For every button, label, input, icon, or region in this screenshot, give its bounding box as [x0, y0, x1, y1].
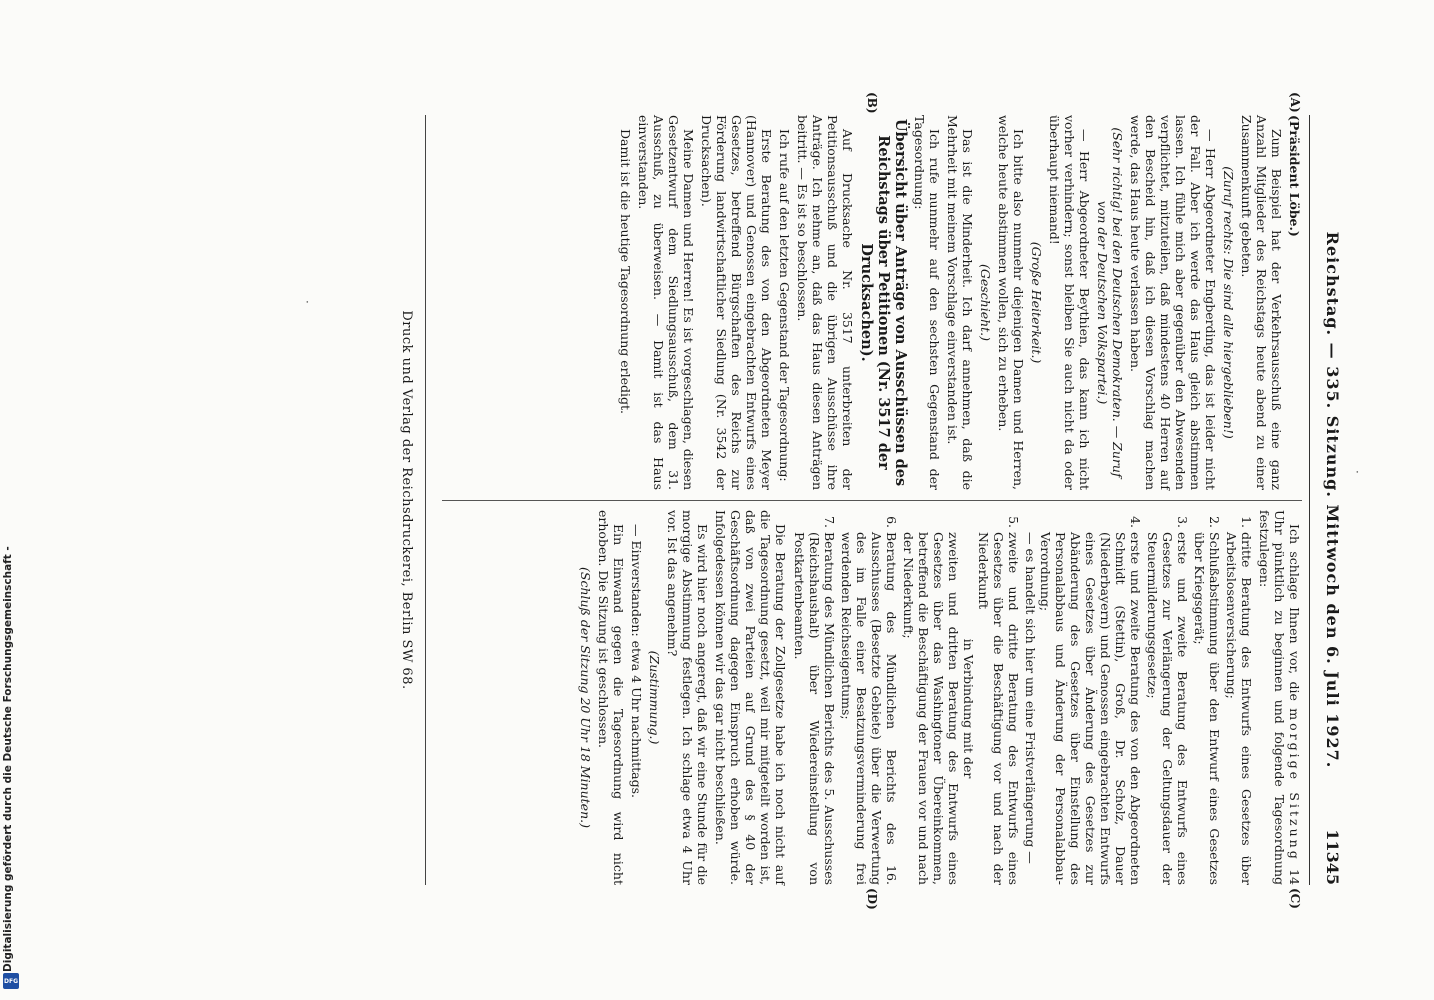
paragraph: Zum Beispiel hat der Verkehrsausschuß eine ganz Anzahl Mitglieder des Reichstags heute abend zu einer Zusammenkunft gebeten. — [1239, 115, 1284, 490]
margin-mark-c: (C) — [1288, 888, 1302, 909]
page-header — [1314, 115, 1342, 885]
paragraph: Ich rufe nunmehr auf den sechsten Gegenstand der Tagesordnung: — [912, 115, 942, 490]
agenda-item: 6. Beratung des Mündlichen Berichts des 16. Ausschusses (Besetzte Gebiete) über die Verwertung des im Falle einer Besatzungsverminderung frei werdenden Reichseigentums; — [839, 532, 899, 885]
paragraph: Ich bitte also nunmehr diejenigen Damen und Herren, welche heute abstimmen wollen, sich zu erheben. — [996, 115, 1026, 490]
interjection: (Große Heiterkeit.) — [1029, 241, 1044, 364]
stray-mark: · — [300, 300, 314, 304]
digitization-note — [0, 0, 22, 1000]
digitization-text: Digitalisierung gefördert durch die Deutsche Forschungsgemeinschaft - — [2, 546, 14, 972]
stray-mark: · — [1350, 470, 1364, 474]
header-rule — [1309, 115, 1310, 885]
paragraph: Das ist die Minderheit. Ich darf annehmen, daß die Mehrheit mit meinem Vorschlage einverstanden ist. — [945, 115, 975, 490]
speaker-label: (Präsident Löbe.) — [1287, 115, 1302, 237]
margin-mark-b: (B) — [865, 92, 879, 114]
margin-mark-d: (D) — [865, 888, 879, 910]
agenda-item — [1023, 532, 1143, 885]
dfg-logo: DFG — [3, 973, 19, 989]
agenda-item-text: erste und zweite Beratung des von den Abgeordneten Schmidt (Stettin), Groß, Dr. Scholz, Dauer (Niederbayern) und Genossen eingebrachten Entwurfs eines Gesetzes über Änderung des Gesetzes zur Abänderung des Gesetzes über Einstellung des Personalabbaus und Änderung der Personalabbau-Verordnung; — [1038, 532, 1143, 885]
paragraph: Meine Damen und Herren! Es ist vorgeschlagen, diesen Gesetzentwurf dem Siedlungsausschuß, dem 31. Ausschuß, zu überweisen. — Damit ist das Haus einverstanden. — [636, 115, 696, 490]
intro-text: Ich schlage Ihnen vor, die — [1287, 524, 1302, 709]
paragraph: Auf Drucksache Nr. 3517 unterbreiten der Petitionsausschuß und die übrigen Ausschüsse ihre Anträge. Ich nehme an, daß das Haus diesen Anträgen beitritt. — Es ist so beschlossen. — [795, 115, 855, 490]
in-verbindung: in Verbindung mit der — [961, 638, 976, 779]
intro-text: 14 Uhr pünktlich zu beginnen und folgende Tagesordnung festzulegen: — [1257, 510, 1302, 886]
paragraph: — Herr Abgeordneter Engberding, das ist leider nicht der Fall. Aber ich werde das Haus gleich abstimmen lassen. Ich fühle mich aber gegenüber den Abwesenden verpflichtet, mitzuteilen, daß mindestens 40 Herren auf den Bescheid hin, daß ich diesen Vorschlag machen werde, das Haus heute verlassen haben. — [1128, 115, 1218, 490]
right-column — [575, 510, 1302, 885]
paragraph: — Herr Abgeordneter Beythien, das kann ich nicht vorher verhindern; sonst bleiben Sie auch nicht da oder überhaupt niemand! — [1047, 115, 1092, 490]
agenda-list — [792, 510, 1254, 885]
agenda-item-title: Übersicht über Anträge von Ausschüssen des Reichstags über Petitionen (Nr. 3517 der Drucksachen). — [858, 118, 909, 487]
agenda-item-text: zweite und dritte Beratung des Entwurfs eines Gesetzes über die Beschäftigung vor und nach der Niederkunft — [976, 532, 1021, 885]
paragraph: Damit ist die heutige Tagesordnung erledigt. — [618, 129, 633, 415]
agenda-item-title: Erste Beratung des von den Abgeordneten Meyer (Hannover) und Genossen eingebrachten Entwurfs eines Gesetzes, betreffend Bürgschaften des Reichs zur Förderung landwirtschaftlicher Siedlung (Nr. 3542 der Drucksachen). — [699, 115, 774, 490]
agenda-item-text: zweiten und dritten Beratung des Entwurfs eines Gesetzes über das Washingtoner Übereinkommen, betreffend die Beschäftigung der Frauen vor und nach der Niederkunft; — [901, 532, 961, 885]
interjection: (Zuruf rechts: Die sind alle hiergeblieben!) — [1221, 166, 1236, 439]
footer-rule — [425, 115, 426, 885]
agenda-item — [901, 532, 1021, 885]
interjection: (Sehr richtig! bei den Deutschen Demokraten. — Zuruf von der Deutschen Volkspartei.) — [1095, 127, 1125, 478]
left-column — [615, 115, 1302, 490]
agenda-item: 2. Schlußabstimmung über den Entwurf eines Gesetzes über Kriegsgerät; — [1192, 532, 1222, 885]
intro-spaced: morgige Sitzung — [1287, 708, 1302, 862]
paragraph: Die Beratung der Zollgesetze habe ich noch nicht auf die Tagesordnung gesetzt, weil mir mitgeteilt worden ist, daß von zwei Parteien auf Grund des § 40 der Geschäftsordnung dagegen Einspruch erhoben würde. Infolgedessen können wir das gar nicht beschließen. — [713, 510, 788, 885]
paragraph: Ich rufe auf den letzten Gegenstand der Tagesordnung: — [777, 129, 792, 482]
page-number: 11345 — [1323, 829, 1342, 885]
agenda-note: — es handelt sich hier um eine Fristverlängerung — — [1023, 532, 1038, 864]
agenda-item: 7. Beratung des Mündlichen Berichts des 5. Ausschusses (Reichshaushalt) über Wiedereinstellung von Postkartenbeamten. — [792, 532, 837, 885]
paragraph: Es wird hier noch angeregt, daß wir eine Stunde für die morgige Abstimmung festlegen. Ich schlage etwa 4 Uhr vor. Ist das angenehm? — [665, 510, 710, 885]
session-close: (Schluß der Sitzung 20 Uhr 18 Minuten.) — [578, 567, 593, 828]
paragraph: Ein Einwand gegen die Tagesordnung wird nicht erhoben. Die Sitzung ist geschlossen. — [596, 510, 626, 885]
interjection: (Geschieht.) — [978, 263, 993, 342]
printer-imprint: Druck und Verlag der Reichsdruckerei, Berlin SW 68. — [399, 310, 414, 690]
margin-mark-a: (A) — [1288, 92, 1302, 113]
agenda-item: 1. dritte Beratung des Entwurfs eines Gesetzes über Arbeitslosenversicherung; — [1224, 532, 1254, 885]
column-divider — [442, 500, 1302, 501]
header-title: Reichstag. — 335. Sitzung. Mittwoch den 6. Juli 1927. — [1323, 231, 1342, 769]
agenda-item: 3. erste und zweite Beratung des Entwurfs eines Gesetzes zur Verlängerung der Geltungsdauer der Steuermilderungsgesetze; — [1145, 532, 1190, 885]
paragraph — [1257, 510, 1302, 885]
paragraph: — Einverstanden: etwa 4 Uhr nachmittags. — [629, 524, 644, 798]
interjection: (Zustimmung.) — [647, 650, 662, 745]
